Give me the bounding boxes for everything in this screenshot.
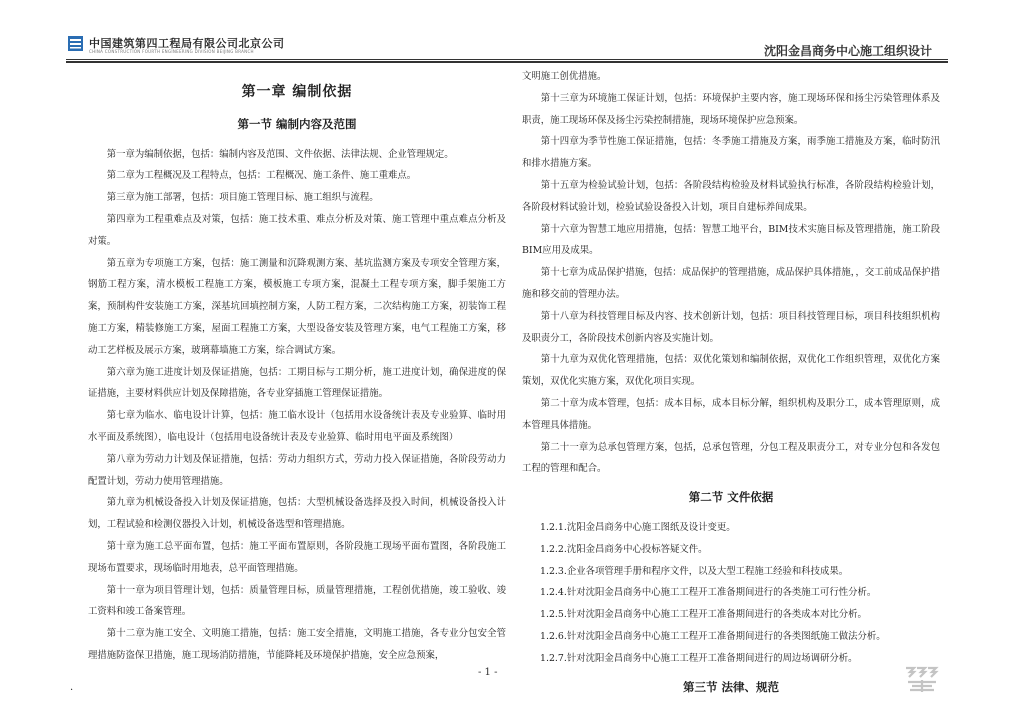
paragraph: 第十章为施工总平面布置，包括：施工平面布置原则，各阶段施工现场平面布置图，各阶段施工现场布置要求，现场临时用地表，总平面管理措施。 [88, 540, 506, 574]
paragraph: 第二章为工程概况及工程特点，包括：工程概况、施工条件、施工重难点。 [106, 170, 417, 182]
section-title: 第三节 法律、规范 [682, 679, 779, 694]
paragraph: 第十五章为检验试验计划，包括：各阶段结构检验及材料试验执行标准，各阶段结构检验计划，各阶段材料试验计划，检验试验设备投入计划，项目自建标养间成果。 [522, 179, 940, 213]
section-title: 第二节 文件依据 [688, 490, 774, 505]
list-item: 1.2.6.针对沈阳金昌商务中心施工工程开工准备期间进行的各类图纸施工做法分析。 [540, 630, 886, 642]
right-column [522, 66, 940, 706]
paragraph: 文明施工创优措施。 [522, 71, 607, 82]
paragraph: 第四章为工程重难点及对策，包括：施工技术重、难点分析及对策、施工管理中重点难点分析及对策。 [88, 213, 506, 247]
paragraph: 第十一章为项目管理计划，包括：质量管理目标，质量管理措施，工程创优措施，竣工验收、竣工资料和竣工备案管理。 [88, 584, 506, 618]
paragraph: 第十七章为成品保护措施，包括：成品保护的管理措施，成品保护具体措施，，交工前成品保护措施和移交前的管理办法。 [522, 267, 940, 300]
paragraph: 第九章为机械设备投入计划及保证措施，包括：大型机械设备选择及投入时间，机械设备投入计划，工程试验和检测仪器投入计划，机械设备选型和管理措施。 [88, 497, 506, 531]
page-number: - 1 - [478, 667, 498, 678]
watermark-icon [904, 663, 940, 697]
header-rule-thick [66, 61, 948, 63]
paragraph: 第八章为劳动力计划及保证措施，包括：劳动力组织方式，劳动力投入保证措施，各阶段劳动力配置计划，劳动力使用管理措施。 [88, 453, 506, 487]
list-item: 1.2.5.针对沈阳金昌商务中心施工工程开工准备期间进行的各类成本对比分析。 [540, 609, 867, 621]
left-column [88, 68, 506, 667]
paragraph: 第十三章为环境施工保证计划，包括：环境保护主要内容，施工现场环保和扬尘污染管理体系及职责，施工现场环保及扬尘污染控制措施，现场环境保护应急预案。 [522, 92, 940, 126]
footer-dot: . [70, 682, 74, 693]
paragraph: 第十九章为双优化管理措施，包括：双优化策划和编制依据，双优化工作组织管理，双优化方案策划，双优化实施方案，双优化项目实现。 [522, 354, 940, 388]
paragraph: 第十八章为科技管理目标及内容、技术创新计划，包括：项目科技管理目标，项目科技组织机构及职责分工，各阶段技术创新内容及实施计划。 [522, 310, 940, 344]
paragraph: 第六章为施工进度计划及保证措施，包括：工期目标与工期分析，施工进度计划，确保进度的保证措施，主要材料供应计划及保障措施，各专业穿插施工管理保证措施。 [88, 366, 506, 400]
section-title: 第一节 编制内容及范围 [237, 116, 357, 131]
paragraph: 第十四章为季节性施工保证措施，包括：冬季施工措施及方案，雨季施工措施及方案，临时防汛和排水措施方案。 [522, 136, 940, 170]
list-item: 1.2.3.企业各项管理手册和程序文件，以及大型工程施工经验和科技成果。 [540, 565, 849, 577]
list-item: 1.2.1.沈阳金昌商务中心施工图纸及设计变更。 [540, 521, 736, 533]
chapter-title: 第一章 编制依据 [241, 84, 353, 100]
paragraph: 第三章为施工部署，包括：项目施工管理目标、施工组织与流程。 [106, 192, 379, 204]
list-item: 1.2.7.针对沈阳金昌商务中心施工工程开工准备期间进行的周边场调研分析。 [540, 652, 858, 664]
list-item: 1.2.4.针对沈阳金昌商务中心施工工程开工准备期间进行的各类施工可行性分析。 [540, 587, 877, 599]
company-name-cn: 中国建筑第四工程局有限公司北京公司 [89, 37, 285, 50]
paragraph: 第二十一章为总承包管理方案，包括，总承包管理，分包工程及职责分工，对专业分包和各发包工程的管理和配合。 [522, 441, 940, 475]
company-name-en: CHINA CONSTRUCTION FOURTH ENGINEERING DIVISION BEIJING BRANCH [89, 49, 254, 54]
paragraph: 第二十章为成本管理，包括：成本目标，成本目标分解，组织机构及职分工，成本管理原则，成本管理具体措施。 [522, 397, 940, 431]
file-list [522, 517, 940, 670]
paragraph: 第十二章为施工安全、文明施工措施，包括：施工安全措施，文明施工措施，各专业分包安全管理措施防盗保卫措施，施工现场消防措施，节能降耗及环境保护措施，安全应急预案， [88, 628, 506, 661]
paragraph: 第一章为编制依据，包括：编制内容及范围、文件依据、法律法规、企业管理规定。 [106, 148, 454, 160]
page-header [0, 0, 1024, 62]
paragraph: 第五章为专项施工方案，包括：施工测量和沉降观测方案、基坑监测方案及专项安全管理方案，钢筋工程方案，清水模板工程施工方案，模板施工专项方案，混凝土工程专项方案，脚手架施工方案，预制构件安装施工方案，深基坑回填控制方案，人防工程方案，二次结构施工方案，初装饰工程施工方案，精装修施工方案，屋面工程施工方案，大型设备安装及管理方案，电气工程施工方案，移动工艺样板及展示方案，玻璃幕墙施工方案，综合调试方案。 [88, 257, 506, 356]
list-item: 1.2.2.沈阳金昌商务中心投标答疑文件。 [540, 543, 708, 555]
paragraph: 第七章为临水、临电设计计算，包括：施工临水设计（包括用水设备统计表及专业验算、临时用水平面及系统图），临电设计（包括用电设备统计表及专业验算、临时用电平面及系统图） [88, 410, 506, 443]
paragraph: 第十六章为智慧工地应用措施，包括：智慧工地平台，BIM技术实施目标及管理措施，施工阶段BIM应用及成果。 [522, 223, 940, 257]
company-logo-icon [68, 36, 83, 51]
document-title: 沈阳金昌商务中心施工组织设计 [763, 44, 932, 58]
header-rule-thin [66, 59, 948, 60]
